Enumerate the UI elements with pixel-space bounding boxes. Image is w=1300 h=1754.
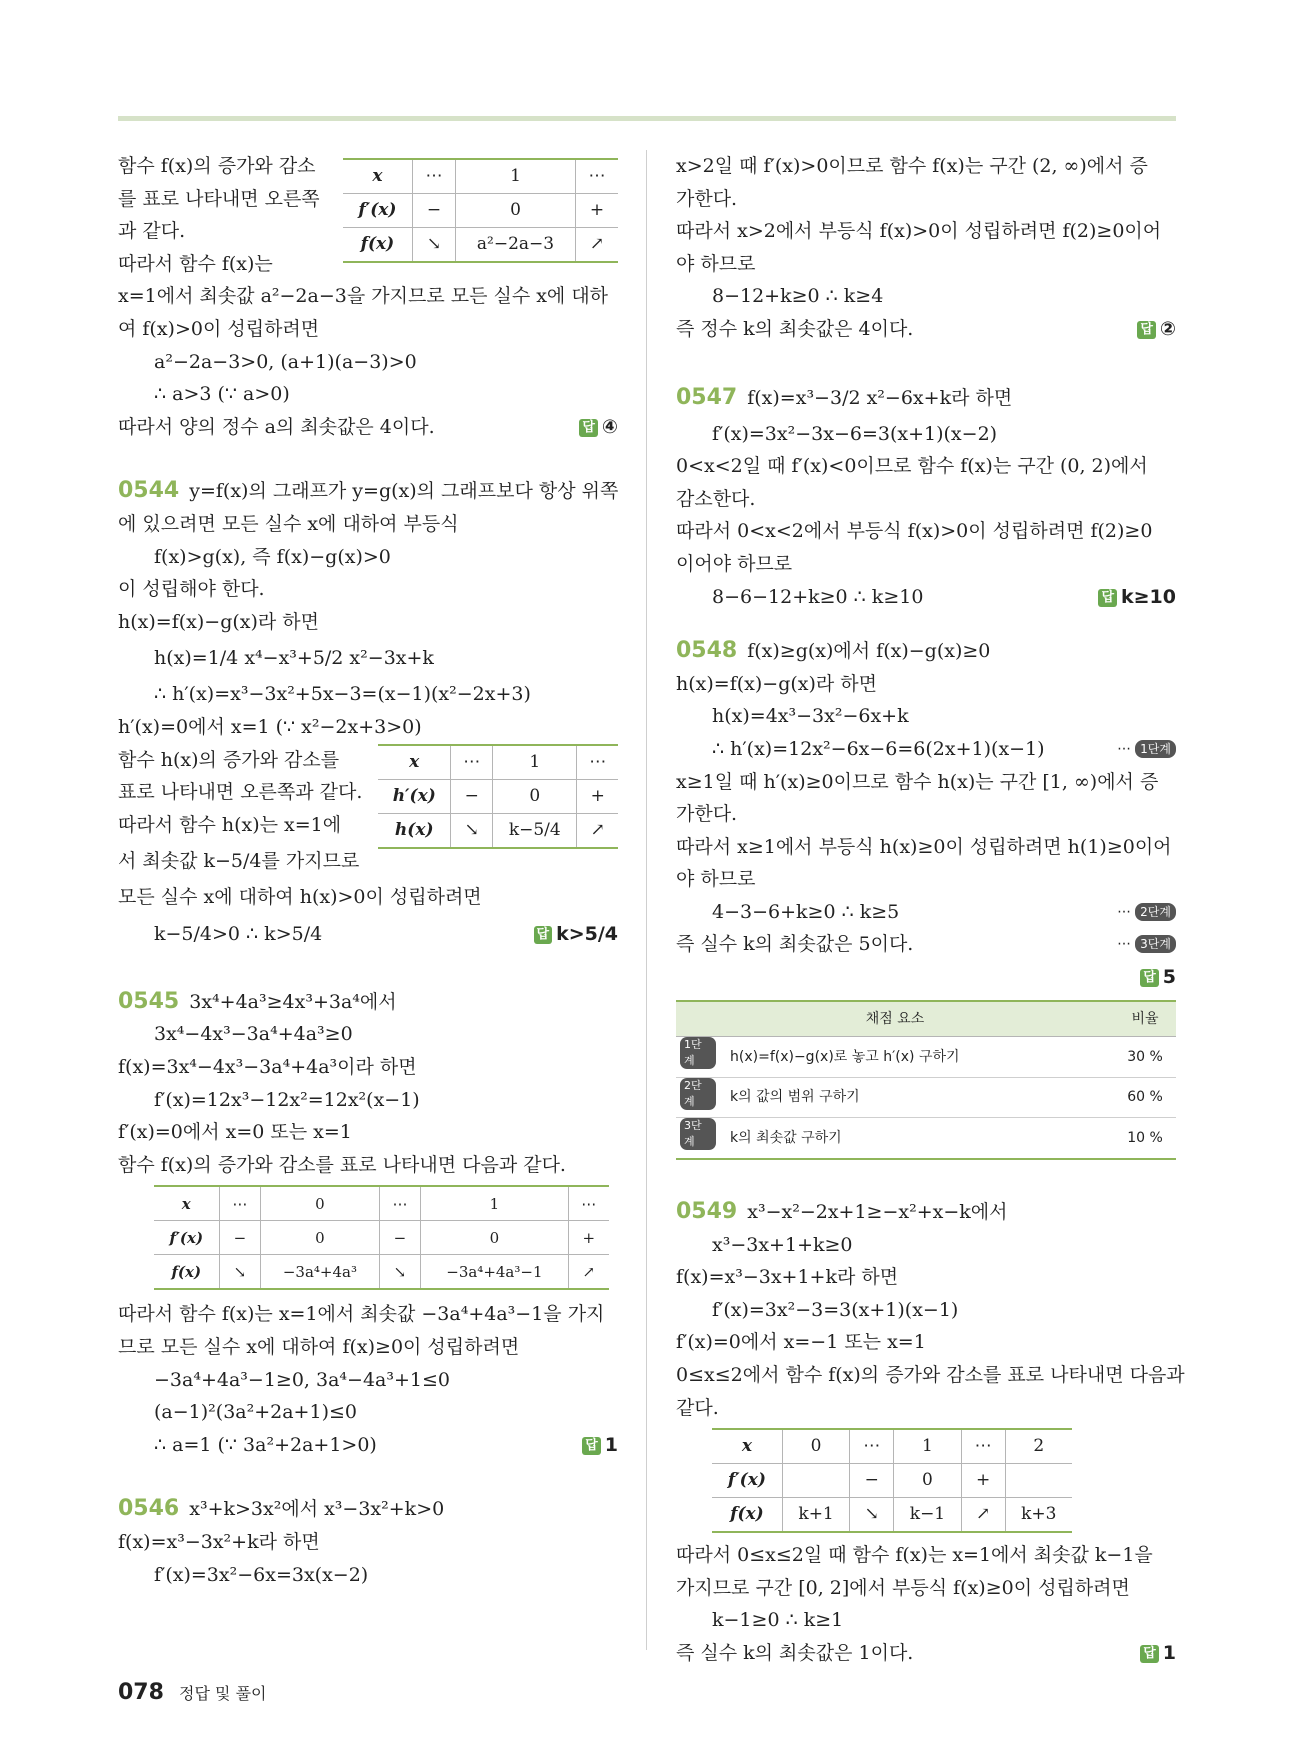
text-line: 따라서 함수 h(x)는 x=1에 [118, 813, 342, 836]
table-cell: ↗ [568, 1255, 609, 1290]
equation-line: f(x)>g(x), 즉 f(x)−g(x)>0 [154, 545, 391, 568]
table-cell: 0 [421, 1221, 568, 1255]
table-cell: + [961, 1464, 1005, 1498]
grading-step [676, 1077, 726, 1118]
answer-badge: 답 [1098, 589, 1117, 607]
text-line: 를 표로 나타내면 오른쪽 [118, 187, 320, 210]
text-line: y=f(x)의 그래프가 y=g(x)의 그래프보다 항상 위쪽 [189, 480, 619, 503]
text-line [676, 928, 1176, 961]
grading-item: h(x)=f(x)−g(x)로 놓고 h′(x) 구하기 [726, 1037, 1114, 1078]
table-cell [782, 1464, 850, 1498]
equation-line: 8−12+k≥0 ∴ k≥4 [712, 285, 884, 308]
answer-line [676, 961, 1176, 994]
conclusion-text: 따라서 양의 정수 a의 최솟값은 4이다. [118, 415, 435, 438]
text-line: x≥1일 때 h′(x)≥0이므로 함수 h(x)는 구간 [1, ∞)에서 증 [676, 770, 1159, 793]
text-line: 따라서 x≥1에서 부등식 h(x)≥0이 성립하려면 h(1)≥0이어 [676, 835, 1172, 858]
equation-text: 8−6−12+k≥0 ∴ k≥10 [712, 585, 924, 608]
table-cell: f(x) [343, 228, 412, 263]
equation-line: f′(x)=3x²−6x=3x(x−2) [154, 1563, 369, 1586]
text-line: 서 최솟값 k−5/4를 가지므로 [118, 850, 360, 873]
table-cell: ↘ [451, 813, 493, 848]
text-line: 0≤x≤2에서 함수 f(x)의 증가와 감소를 표로 나타내면 다음과 [676, 1364, 1185, 1386]
step-badge: 3단계 [680, 1118, 716, 1150]
text-line: 따라서 0<x<2에서 부등식 f(x)>0이 성립하려면 f(2)≥0 [676, 520, 1153, 543]
table-cell: x [378, 745, 451, 780]
answer-0545 [582, 1429, 618, 1462]
equation-line: ∴ a>3 (∵ a>0) [154, 383, 290, 406]
answer-badge: 답 [1137, 321, 1156, 339]
table-cell: f(x) [154, 1255, 219, 1290]
text-line: f(x)=x³−3x+1+k라 하면 [676, 1266, 899, 1289]
answer-value: ② [1159, 317, 1176, 340]
text-line [676, 1637, 1176, 1670]
step-dots: ⋯ [1117, 740, 1132, 757]
table-cell: a²−2a−3 [456, 228, 576, 263]
problem-number: 0545 [118, 988, 180, 1014]
grading-item: k의 최솟값 구하기 [726, 1118, 1114, 1159]
answer-value: 1 [1162, 1641, 1176, 1664]
answer-badge: 답 [579, 419, 598, 437]
table-cell: −3a⁴+4a³−1 [421, 1255, 568, 1290]
answer-badge: 답 [534, 926, 553, 944]
table-cell: − [451, 779, 493, 813]
text-line: 에 있으려면 모든 실수 x에 대하여 부등식 [118, 512, 459, 535]
text-line: 가지므로 구간 [0, 2]에서 부등식 f(x)≥0이 성립하려면 [676, 1576, 1130, 1599]
right-column [676, 150, 1185, 1670]
equation-line: k−1≥0 ∴ k≥1 [712, 1609, 844, 1632]
table-cell: ⋯ [412, 159, 455, 194]
text-line: f(x)≥g(x)에서 f(x)−g(x)≥0 [747, 640, 991, 663]
answer-0543 [579, 411, 618, 444]
problem-header-0545 [118, 986, 618, 1019]
text-line: 가한다. [676, 803, 738, 826]
problem-header-0548 [676, 635, 1176, 668]
equation-line [676, 581, 1176, 614]
answer-value: k≥10 [1121, 585, 1176, 608]
table-cell: ⋯ [451, 745, 493, 780]
table-cell: ↘ [850, 1498, 894, 1533]
table-cell: 1 [493, 745, 577, 780]
header-rule [118, 116, 1176, 121]
text-line: 따라서 0≤x≤2일 때 함수 f(x)는 x=1에서 최솟값 k−1을 [676, 1544, 1153, 1567]
step-badge: 2단계 [1135, 903, 1176, 921]
table-cell: 0 [261, 1221, 380, 1255]
text-line: 따라서 x>2에서 부등식 f(x)>0이 성립하려면 f(2)≥0이어 [676, 220, 1162, 243]
text-line: 3x⁴+4a³≥4x³+3a⁴에서 [189, 990, 397, 1013]
table-cell: ↗ [577, 813, 618, 848]
table-cell: 0 [456, 194, 576, 228]
table-cell: ⋯ [850, 1429, 894, 1464]
equation-line: f′(x)=12x³−12x²=12x²(x−1) [154, 1088, 420, 1111]
text-line: 므로 모든 실수 x에 대하여 f(x)≥0이 성립하려면 [118, 1336, 520, 1359]
equation-line [676, 896, 1176, 929]
answer-value: 5 [1162, 966, 1176, 989]
table-cell: 1 [421, 1186, 568, 1221]
problem-number: 0546 [118, 1496, 180, 1522]
equation-line: a²−2a−3>0, (a+1)(a−3)>0 [154, 350, 417, 373]
variation-table-0549 [676, 1424, 1176, 1539]
table-cell: ⋯ [961, 1429, 1005, 1464]
answer-0549 [1140, 1637, 1176, 1670]
text-line: x>2일 때 f′(x)>0이므로 함수 f(x)는 구간 (2, ∞)에서 증 [676, 155, 1148, 177]
answer-value: ④ [601, 415, 618, 438]
step-badge: 2단계 [680, 1078, 716, 1110]
grading-item: k의 값의 범위 구하기 [726, 1077, 1114, 1118]
text-line: 표로 나타내면 오른쪽과 같다. [118, 781, 363, 804]
table-cell: k+1 [782, 1498, 850, 1533]
equation-line: f′(x)=3x²−3x−6=3(x+1)(x−2) [712, 422, 998, 445]
step-marker-3 [1117, 928, 1176, 961]
table-cell: ⋯ [577, 745, 618, 780]
step-dots: ⋯ [1117, 936, 1132, 953]
answer-value: 1 [604, 1433, 618, 1456]
table-cell: 1 [894, 1429, 962, 1464]
column-divider [646, 150, 647, 1650]
left-column [118, 150, 618, 1591]
table-cell: + [575, 194, 618, 228]
text-line: 0<x<2일 때 f′(x)<0이므로 함수 f(x)는 구간 (0, 2)에서 [676, 455, 1148, 478]
answer-value: k>5/4 [556, 922, 618, 945]
table-cell: ⋯ [219, 1186, 261, 1221]
table-cell: 0 [894, 1464, 962, 1498]
grading-header: 채점 요소 [676, 1001, 1114, 1037]
grading-step [676, 1118, 726, 1159]
problem-number: 0548 [676, 638, 738, 664]
text-line: 과 같다. [118, 220, 186, 243]
table-cell: ⋯ [379, 1186, 421, 1221]
text-line: f(x)=3x⁴−4x³−3a⁴+4a³이라 하면 [118, 1056, 417, 1079]
equation-line: f′(x)=3x²−3=3(x+1)(x−1) [712, 1298, 959, 1321]
table-cell: x [154, 1186, 219, 1221]
problem-header-0549 [676, 1196, 1176, 1229]
equation-line [118, 914, 618, 954]
text-line: 모든 실수 x에 대하여 h(x)>0이 성립하려면 [118, 886, 482, 909]
table-cell: ↗ [961, 1498, 1005, 1533]
page-footer [118, 1680, 266, 1705]
equation-text: ∴ a=1 (∵ 3a²+2a+1>0) [154, 1433, 377, 1456]
table-cell: k+3 [1005, 1498, 1072, 1533]
problem-number: 0544 [118, 478, 180, 504]
text-line: 이어야 하므로 [676, 552, 793, 575]
step-badge: 1단계 [1135, 740, 1176, 758]
table-cell: ↘ [219, 1255, 261, 1290]
table-cell: h′(x) [378, 779, 451, 813]
equation-text: 4−3−6+k≥0 ∴ k≥5 [712, 900, 900, 923]
text-line: h(x)=f(x)−g(x)라 하면 [118, 610, 319, 633]
equation-line: x³−3x+1+k≥0 [712, 1233, 853, 1256]
equation-line: −3a⁴+4a³−1≥0, 3a⁴−4a³+1≤0 [154, 1368, 451, 1391]
table-cell: ⋯ [568, 1186, 609, 1221]
grading-ratio: 60 % [1114, 1077, 1176, 1118]
table-cell: − [379, 1221, 421, 1255]
problem-number: 0547 [676, 384, 738, 410]
table-cell: h(x) [378, 813, 451, 848]
conclusion-text: 즉 실수 k의 최솟값은 1이다. [676, 1641, 914, 1664]
variation-table-0543 [343, 158, 618, 263]
answer-0547 [1098, 581, 1176, 614]
text-line: h(x)=f(x)−g(x)라 하면 [676, 672, 877, 695]
equation-text: ∴ h′(x)=12x²−6x−6=6(2x+1)(x−1) [712, 737, 1045, 760]
equation-line: ∴ h′(x)=x³−3x²+5x−3=(x−1)(x²−2x+3) [154, 683, 531, 706]
problem-number: 0549 [676, 1199, 738, 1225]
grading-ratio: 10 % [1114, 1118, 1176, 1159]
step-badge: 3단계 [1135, 935, 1176, 953]
table-cell: − [412, 194, 455, 228]
text-line: f′(x)=0에서 x=0 또는 x=1 [118, 1121, 352, 1144]
table-cell: ↘ [412, 228, 455, 263]
table-cell: x [712, 1429, 782, 1464]
grading-ratio: 30 % [1114, 1037, 1176, 1078]
table-cell: ↗ [575, 228, 618, 263]
table-cell: 2 [1005, 1429, 1072, 1464]
equation-line [676, 733, 1176, 766]
table-cell: 0 [782, 1429, 850, 1464]
answer-0546 [1137, 313, 1176, 346]
text-line: 여 f(x)>0이 성립하려면 [118, 317, 320, 340]
problem-header-0547 [676, 378, 1176, 418]
step-badge: 1단계 [680, 1037, 716, 1069]
table-cell: + [568, 1221, 609, 1255]
table-cell: − [850, 1464, 894, 1498]
equation-line: h(x)=4x³−3x²−6x+k [712, 705, 909, 728]
text-line: h′(x)=0에서 x=1 (∵ x²−2x+3>0) [118, 715, 422, 738]
answer-badge: 답 [1140, 1645, 1159, 1663]
text-line: 야 하므로 [676, 868, 756, 891]
equation-line [118, 1429, 618, 1462]
step-marker-1 [1117, 733, 1176, 766]
text-line: 따라서 함수 f(x)는 x=1에서 최솟값 −3a⁴+4a³−1을 가지 [118, 1303, 605, 1326]
table-cell: f′(x) [712, 1464, 782, 1498]
table-cell: −3a⁴+4a³ [261, 1255, 380, 1290]
step-marker-2 [1117, 896, 1176, 929]
text-line: 함수 h(x)의 증가와 감소를 [118, 748, 340, 771]
grading-table [676, 994, 1176, 1164]
table-cell: f′(x) [343, 194, 412, 228]
text-line: 함수 f(x)의 증가와 감소 [118, 155, 316, 177]
variation-table-0544 [378, 744, 618, 849]
table-cell: f′(x) [154, 1221, 219, 1255]
equation-line: h(x)=1/4 x⁴−x³+5/2 x²−3x+k [154, 647, 434, 670]
text-line [118, 411, 618, 444]
text-line: x=1에서 최솟값 a²−2a−3을 가지므로 모든 실수 x에 대하 [118, 285, 609, 308]
answer-0548 [1140, 961, 1176, 994]
text-line: 야 하므로 [676, 252, 756, 275]
text-line: f(x)=x³−3/2 x²−6x+k라 하면 [747, 386, 1013, 409]
table-cell: 0 [493, 779, 577, 813]
variation-table-0545 [118, 1181, 618, 1298]
text-line: f′(x)=0에서 x=−1 또는 x=1 [676, 1331, 926, 1354]
answer-badge: 답 [582, 1437, 601, 1455]
text-line: 가한다. [676, 187, 738, 210]
grading-step [676, 1037, 726, 1078]
text-line: 감소한다. [676, 487, 756, 510]
problem-header-0544 [118, 475, 618, 508]
text-line: 따라서 함수 f(x)는 [118, 252, 273, 275]
text-line: x³+k>3x²에서 x³−3x²+k>0 [189, 1498, 445, 1521]
table-cell: ⋯ [575, 159, 618, 194]
page-number: 078 [118, 1680, 164, 1705]
table-cell: 0 [261, 1186, 380, 1221]
step-dots: ⋯ [1117, 903, 1132, 920]
table-cell: − [219, 1221, 261, 1255]
conclusion-text: 즉 실수 k의 최솟값은 5이다. [676, 933, 914, 956]
table-cell: 1 [456, 159, 576, 194]
table-cell: + [577, 779, 618, 813]
table-cell: x [343, 159, 412, 194]
answer-badge: 답 [1140, 969, 1159, 987]
equation-line: (a−1)²(3a²+2a+1)≤0 [154, 1401, 357, 1424]
table-cell [1005, 1464, 1072, 1498]
text-line [676, 313, 1176, 346]
conclusion-text: 즉 정수 k의 최솟값은 4이다. [676, 317, 914, 340]
text-line: 이 성립해야 한다. [118, 578, 265, 601]
table-cell: f(x) [712, 1498, 782, 1533]
table-cell: ↘ [379, 1255, 421, 1290]
problem-header-0546 [118, 1493, 618, 1526]
text-line: 같다. [676, 1396, 719, 1419]
table-cell: k−1 [894, 1498, 962, 1533]
table-cell: k−5/4 [493, 813, 577, 848]
text-line: x³−x²−2x+1≥−x²+x−k에서 [747, 1201, 1008, 1224]
equation-line: 3x⁴−4x³−3a⁴+4a³≥0 [154, 1023, 353, 1046]
text-line: 함수 f(x)의 증가와 감소를 표로 나타내면 다음과 같다. [118, 1153, 566, 1176]
text-line: f(x)=x³−3x²+k라 하면 [118, 1531, 320, 1553]
grading-header: 비율 [1114, 1001, 1176, 1037]
equation-text: k−5/4>0 ∴ k>5/4 [154, 922, 323, 945]
answer-0544 [534, 914, 619, 954]
footer-label: 정답 및 풀이 [179, 1684, 267, 1703]
